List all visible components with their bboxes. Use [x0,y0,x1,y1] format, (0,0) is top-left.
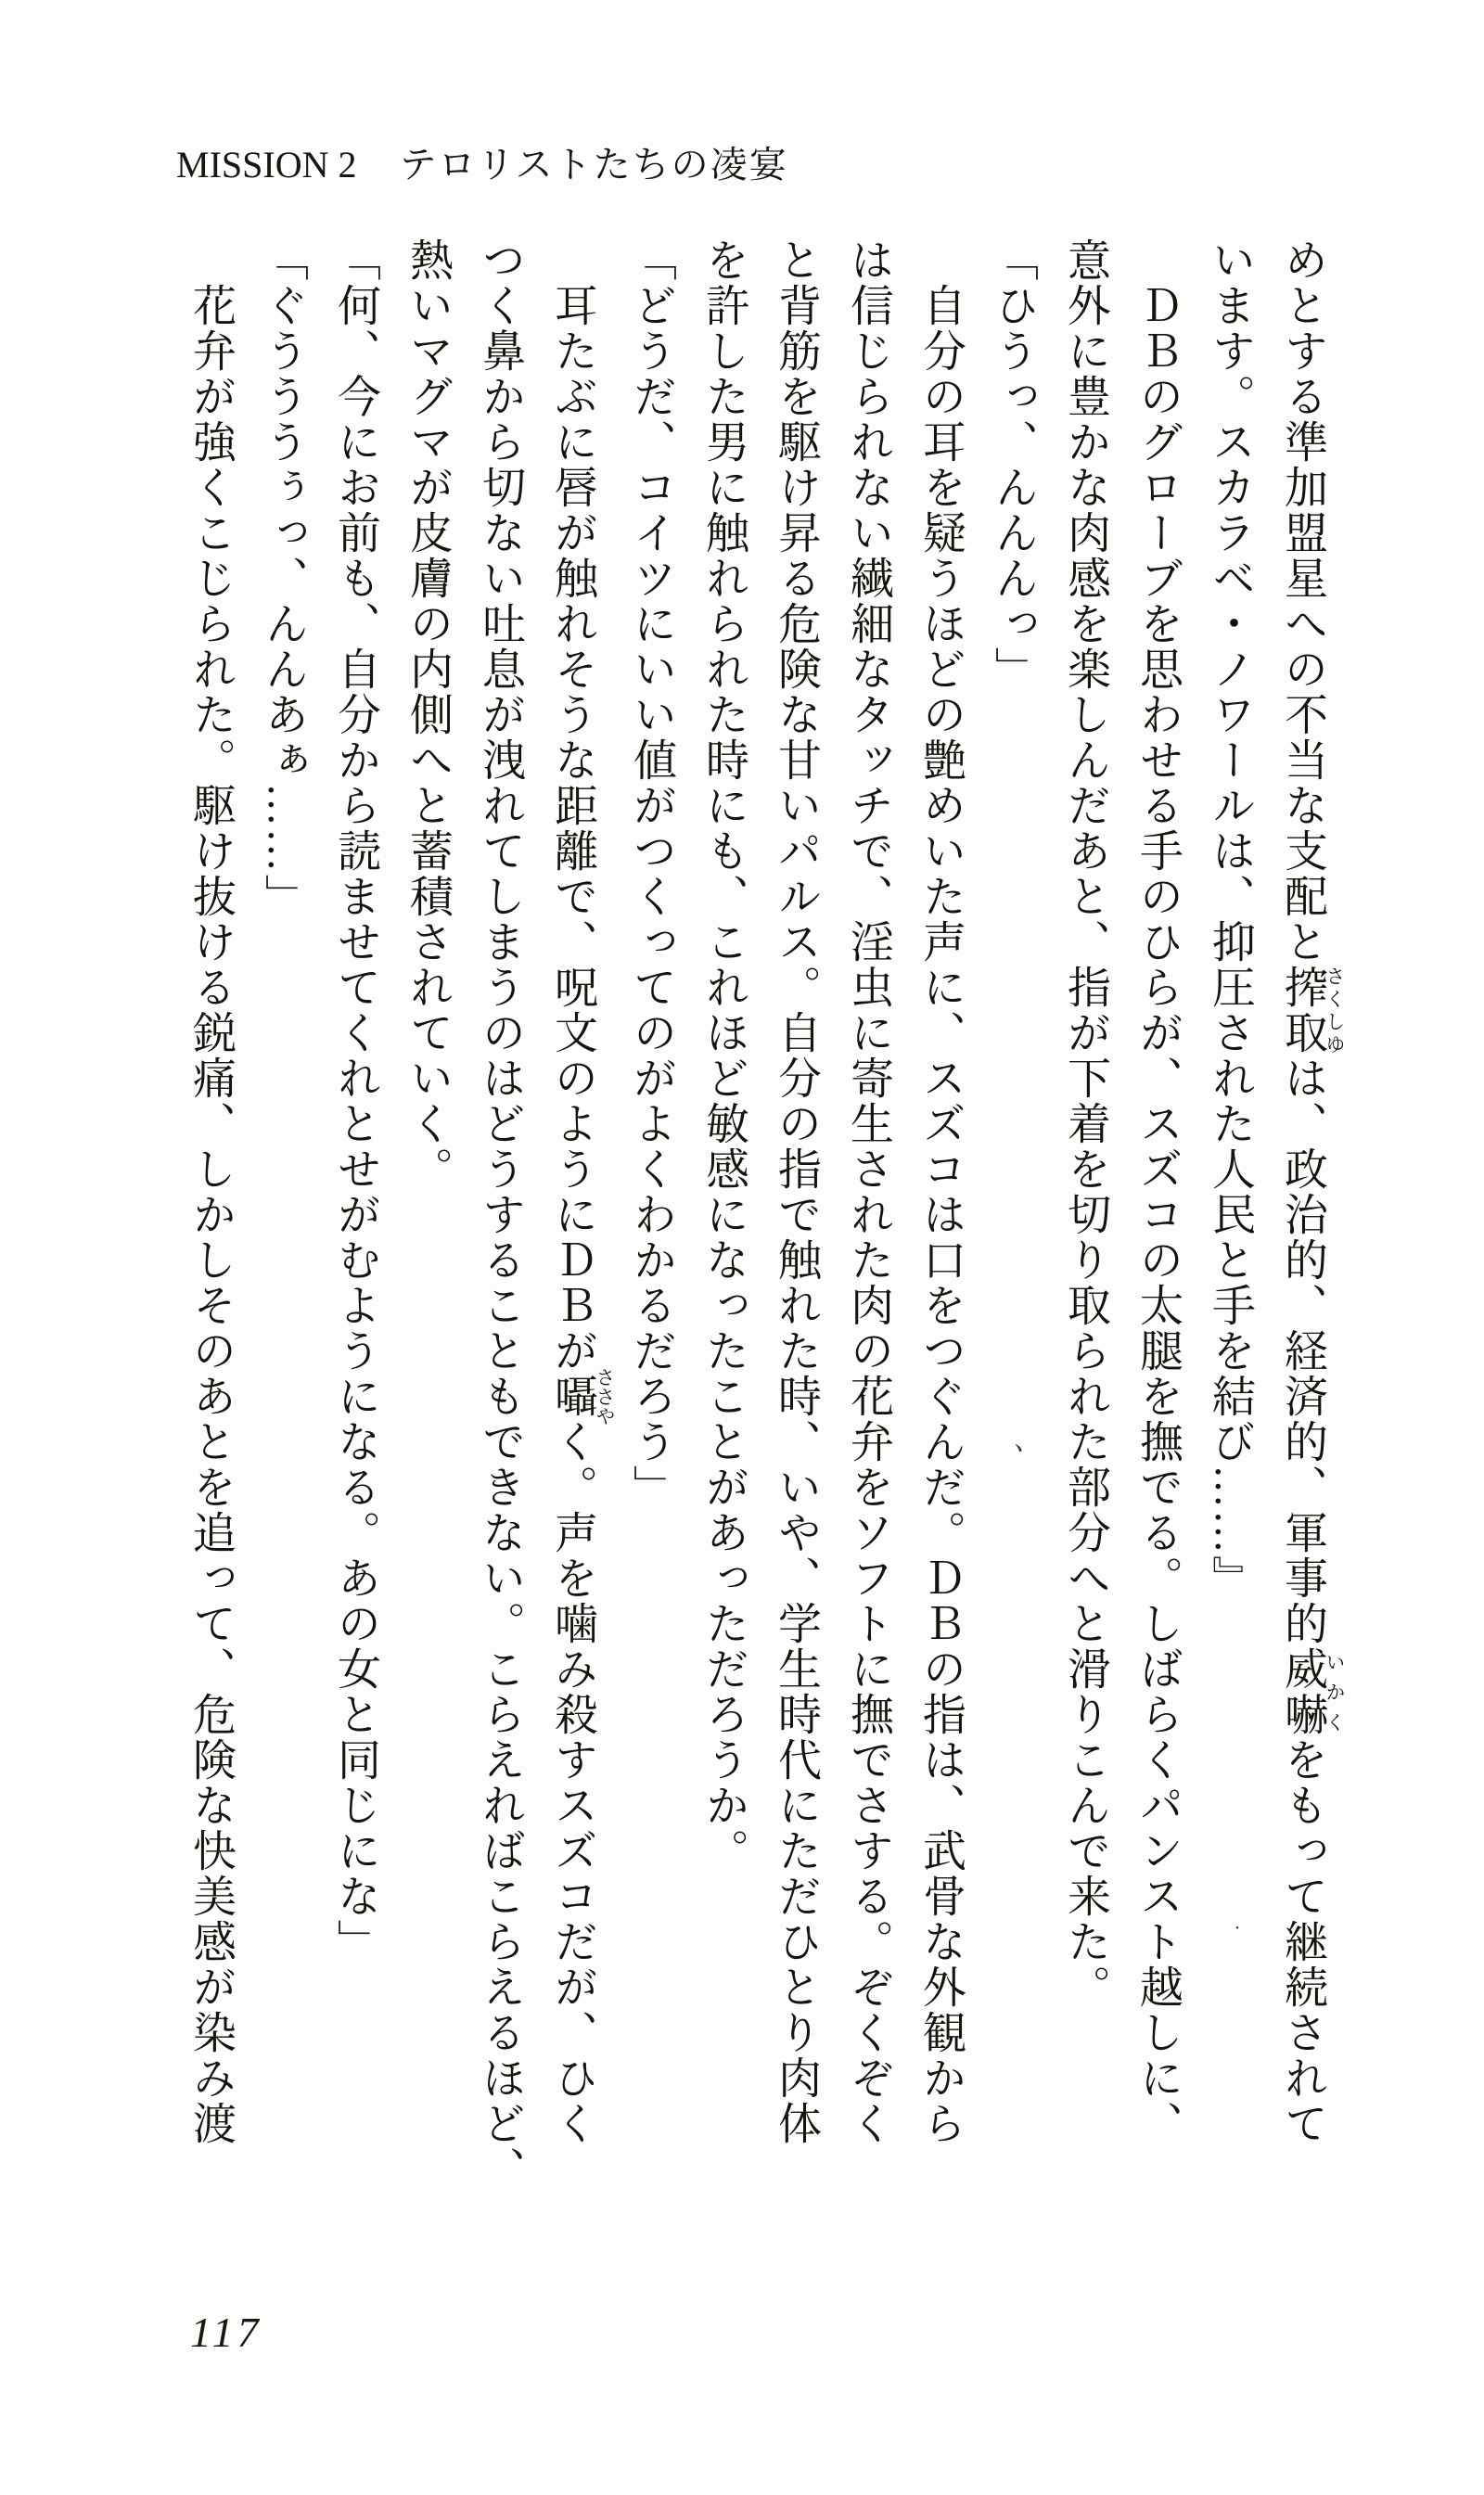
page-number: 117 [190,2309,262,2356]
text-column: 「ぐうううぅっ、んんあぁ……」 [259,237,307,919]
text-column: つく鼻から切ない吐息が洩れてしまうのはどうすることもできない。こらえればこらえるほど、 [476,237,524,2192]
text-column: を許した男に触れられた時にも、これほど敏感になったことがあっただろうか。 [699,237,748,1874]
text-column: 「ひうっ、んんんっ」 [989,237,1037,692]
text-column: 自分の耳を疑うほどの艶めいた声に、スズコは口をつぐんだ。ＤＢの指は、武骨な外観から [916,237,965,2146]
text-column: ＤＢのグローブを思わせる手のひらが、スズコの太腿を撫でる。しばらくパンスト越しに、 [1133,237,1182,2146]
text-column: 「どうだ、コイツにいい値がつくってのがよくわかるだろう」 [627,237,675,1510]
text-column: めとする準加盟星への不当な支配と搾取さくしゆは、政治的、経済的、軍事的威嚇いかくをもって継続されて [1278,237,1346,2146]
scan-speck: ・ [1231,1923,1244,1937]
text-column: います。スカラベ・ノワールは、抑圧された人民と手を結び……』 [1206,237,1254,1601]
vertical-text-block [174,237,1346,2192]
scan-speck: 、 [1012,1425,1045,1459]
text-column: 意外に豊かな肉感を楽しんだあと、指が下着を切り取られた部分へと滑りこんで来た。 [1061,237,1109,2010]
text-column: 熱いマグマが皮膚の内側へと蓄積されていく。 [403,237,452,1192]
text-column: 花弁が強くこじられた。駆け抜ける鋭痛、しかしそのあとを追って、危険な快美感が染み渡 [186,237,235,2146]
chapter-title: テロリストたちの凌宴 [399,144,788,186]
furigana-annotated-word: 囁ささや [548,1367,616,1426]
furigana-annotated-word: 威嚇いかく [1278,1646,1346,1737]
furigana-annotated-word: 搾取さくしゆ [1278,965,1346,1056]
text-column: 耳たぶに唇が触れそうな距離で、呪文のようにＤＢが囁ささやく。声を噛み殺すスズコだが、ひく [548,237,616,2146]
running-head [176,144,788,186]
text-column: 「何、今にお前も、自分から読ませてくれとせがむようになる。あの女と同じにな」 [331,237,379,1964]
text-column: と背筋を駆け昇る危険な甘いパルス。自分の指で触れた時、いや、学生時代にただひとり肉体 [772,237,820,2146]
text-column: は信じられない繊細なタッチで、淫虫に寄生された肉の花弁をソフトに撫でさする。ぞくぞく [844,237,892,2146]
mission-number: MISSION 2 [176,144,357,186]
